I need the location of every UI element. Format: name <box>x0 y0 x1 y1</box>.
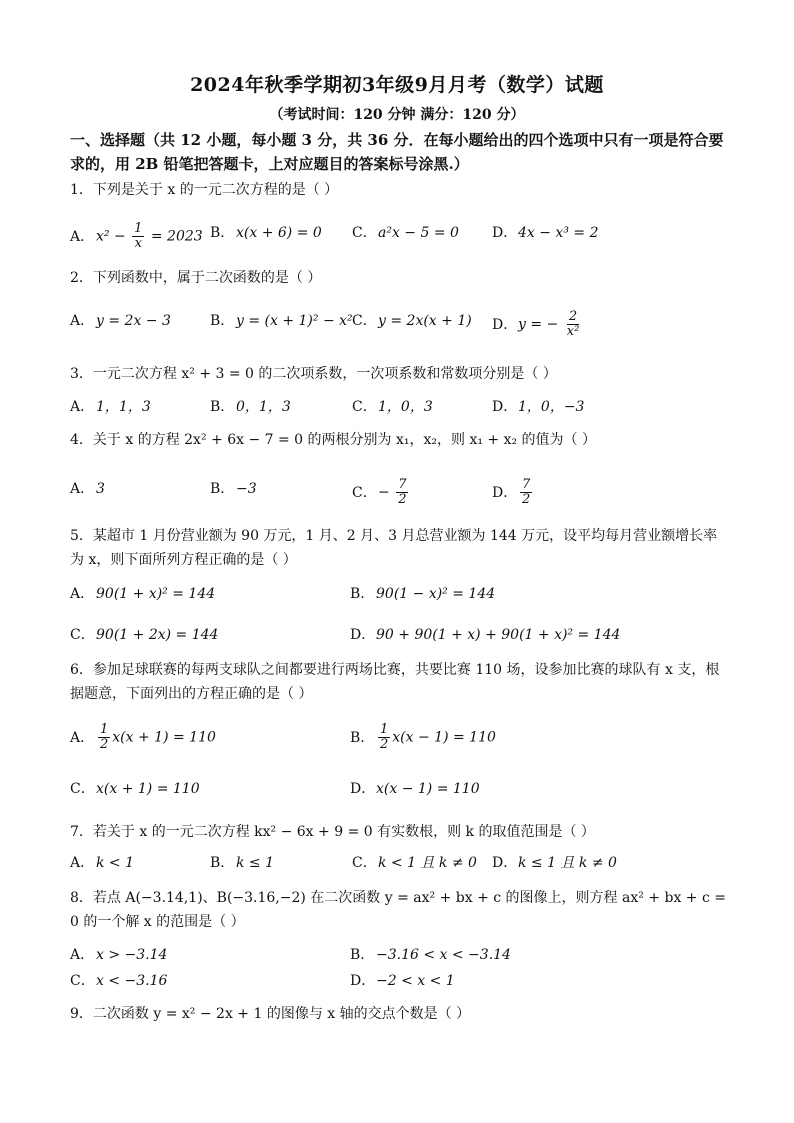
fraction <box>98 723 110 752</box>
fraction-numerator: 1 <box>100 722 109 737</box>
option-label: A． <box>70 313 95 329</box>
fraction <box>565 310 582 339</box>
option-label: A． <box>70 947 95 963</box>
answer-option <box>70 310 171 330</box>
question-stem: 4．关于 x 的方程 2x² + 6x − 7 = 0 的两根分别为 x₁，x₂，则 x₁ + x₂ 的值为（ ） <box>70 432 596 448</box>
answer-option <box>350 778 480 798</box>
answer-option <box>492 310 583 339</box>
answer-option <box>70 723 216 752</box>
option-text: k ≤ 1 <box>236 855 275 871</box>
option-text: 1，0，3 <box>378 399 433 415</box>
option-text: a²x − 5 = 0 <box>378 225 459 241</box>
fraction-numerator: 1 <box>134 221 143 236</box>
fraction-denominator: 2 <box>398 492 407 507</box>
option-text-prefix: y = − <box>518 316 563 333</box>
answer-option <box>70 944 167 964</box>
option-text: x > −3.14 <box>96 947 168 963</box>
answer-option <box>70 852 134 872</box>
answer-option <box>350 723 496 752</box>
option-label: C． <box>70 973 95 989</box>
option-label: A． <box>70 228 95 245</box>
answer-option <box>492 852 617 872</box>
answer-option <box>352 852 477 872</box>
answer-option <box>492 478 534 507</box>
fraction-denominator: 2 <box>380 737 389 752</box>
fraction-denominator: x² <box>566 324 580 339</box>
fraction-denominator: 2 <box>100 737 109 752</box>
fraction <box>396 478 408 507</box>
option-text: x(x + 6) = 0 <box>236 225 322 241</box>
option-text-prefix: x² − <box>96 228 131 245</box>
option-text: 0，1，3 <box>236 399 291 415</box>
option-label: B． <box>350 947 375 963</box>
option-label: B． <box>210 481 235 497</box>
answer-option <box>352 396 433 416</box>
option-label: C． <box>352 484 377 501</box>
option-label: B． <box>210 855 235 871</box>
option-label: D． <box>350 973 376 989</box>
section-heading: 一、选择题（共 12 小题，每小题 3 分，共 36 分．在每小题给出的四个选项中只有一项是符合要求的，用 2B 铅笔把答题卡，上对应题目的答案标号涂黑.） <box>70 131 724 173</box>
exam-subtitle: （考试时间：120 分钟 满分：120 分） <box>269 107 525 123</box>
answer-option <box>352 222 459 242</box>
option-text: x < −3.16 <box>96 973 168 989</box>
answer-option <box>70 624 218 644</box>
answer-option <box>210 310 353 330</box>
option-text-suffix: x(x − 1) = 110 <box>392 729 496 746</box>
option-text: 90(1 − x)² = 144 <box>376 586 496 602</box>
question-stem: 1．下列是关于 x 的一元二次方程的是（ ） <box>70 182 339 198</box>
option-text: y = (x + 1)² − x² <box>236 313 353 329</box>
option-label: A． <box>70 399 95 415</box>
option-label: B． <box>210 313 235 329</box>
option-label: D． <box>350 627 376 643</box>
question-stem: 9．二次函数 y = x² − 2x + 1 的图像与 x 轴的交点个数是（ ） <box>70 1006 471 1022</box>
option-label: B． <box>210 225 235 241</box>
fraction <box>378 723 390 752</box>
fraction-numerator: 1 <box>380 722 389 737</box>
option-label: C． <box>352 225 377 241</box>
option-text-prefix: − <box>378 484 395 501</box>
answer-option <box>350 970 455 990</box>
answer-option <box>492 396 584 416</box>
answer-option <box>352 310 472 330</box>
option-text: 90(1 + 2x) = 144 <box>96 627 219 643</box>
answer-option <box>350 624 620 644</box>
option-text: x(x + 1) = 110 <box>96 781 200 797</box>
option-label: D． <box>350 781 376 797</box>
option-label: D． <box>492 399 518 415</box>
option-text: k < 1 <box>96 855 135 871</box>
option-label: B． <box>350 729 375 746</box>
question-stem: 7．若关于 x 的一元二次方程 kx² − 6x + 9 = 0 有实数根，则 k 的取值范围是（ ） <box>70 824 595 840</box>
fraction-denominator: 2 <box>522 492 531 507</box>
question-stem: 5．某超市 1 月份营业额为 90 万元，1 月、2 月、3 月总营业额为 144 万元，设平均每月营业额增长率为 x，则下面所列方程正确的是（ ） <box>70 528 718 568</box>
option-label: B． <box>210 399 235 415</box>
exam-title: 2024年秋季学期初3年级9月月考（数学）试题 <box>190 74 604 96</box>
option-text: k ≤ 1 且 k ≠ 0 <box>518 855 617 871</box>
option-label: D． <box>492 316 518 333</box>
answer-option <box>210 222 322 242</box>
option-text: 1，0，−3 <box>518 399 585 415</box>
fraction-denominator: x <box>134 236 142 251</box>
option-label: B． <box>350 586 375 602</box>
answer-option <box>210 396 291 416</box>
option-text-suffix: x(x + 1) = 110 <box>112 729 216 746</box>
answer-option <box>210 852 274 872</box>
option-text: 1，1，3 <box>96 399 151 415</box>
option-label: A． <box>70 855 95 871</box>
option-label: D． <box>492 484 518 501</box>
option-text: −3.16 < x < −3.14 <box>376 947 511 963</box>
answer-option <box>350 583 495 603</box>
fraction-numerator: 2 <box>568 309 578 324</box>
option-label: D． <box>492 225 518 241</box>
option-label: D． <box>492 855 518 871</box>
question-stem: 3．一元二次方程 x² + 3 = 0 的二次项系数，一次项系数和常数项分别是（ ） <box>70 366 557 382</box>
answer-option <box>70 222 203 251</box>
fraction <box>132 222 144 251</box>
option-label: C． <box>70 627 95 643</box>
answer-option <box>350 944 511 964</box>
fraction-numerator: 7 <box>398 477 407 492</box>
option-text: 3 <box>96 481 105 497</box>
option-text: −2 < x < 1 <box>376 973 455 989</box>
question-stem: 8．若点 A(−3.14,1)、B(−3.16,−2) 在二次函数 y = ax² + bx + c 的图像上，则方程 ax² + bx + c = 0 的一个解 x 的范围是（ ） <box>70 890 727 930</box>
option-text: y = 2x − 3 <box>96 313 171 329</box>
option-text: x(x − 1) = 110 <box>376 781 480 797</box>
answer-option <box>70 778 200 798</box>
option-label: A． <box>70 481 95 497</box>
option-label: C． <box>352 855 377 871</box>
answer-option <box>210 478 257 498</box>
option-label: C． <box>352 313 377 329</box>
option-text-suffix: = 2023 <box>146 228 203 245</box>
option-label: C． <box>70 781 95 797</box>
option-label: A． <box>70 586 95 602</box>
answer-option <box>70 583 215 603</box>
question-stem: 2．下列函数中，属于二次函数的是（ ） <box>70 270 322 286</box>
answer-option <box>352 478 410 507</box>
option-label: A． <box>70 729 95 746</box>
option-text: 90(1 + x)² = 144 <box>96 586 216 602</box>
answer-option <box>70 396 151 416</box>
option-text: 90 + 90(1 + x) + 90(1 + x)² = 144 <box>376 627 621 643</box>
fraction <box>520 478 532 507</box>
option-text: −3 <box>236 481 257 497</box>
answer-option <box>492 222 598 242</box>
answer-option <box>70 478 105 498</box>
question-stem: 6．参加足球联赛的每两支球队之间都要进行两场比赛，共要比赛 110 场，设参加比赛的球队有 x 支，根据题意，下面列出的方程正确的是（ ） <box>70 662 720 702</box>
option-text: k < 1 且 k ≠ 0 <box>378 855 477 871</box>
option-label: C． <box>352 399 377 415</box>
option-text: 4x − x³ = 2 <box>518 225 599 241</box>
answer-option <box>70 970 167 990</box>
option-text: y = 2x(x + 1) <box>378 313 472 329</box>
fraction-numerator: 7 <box>522 477 531 492</box>
